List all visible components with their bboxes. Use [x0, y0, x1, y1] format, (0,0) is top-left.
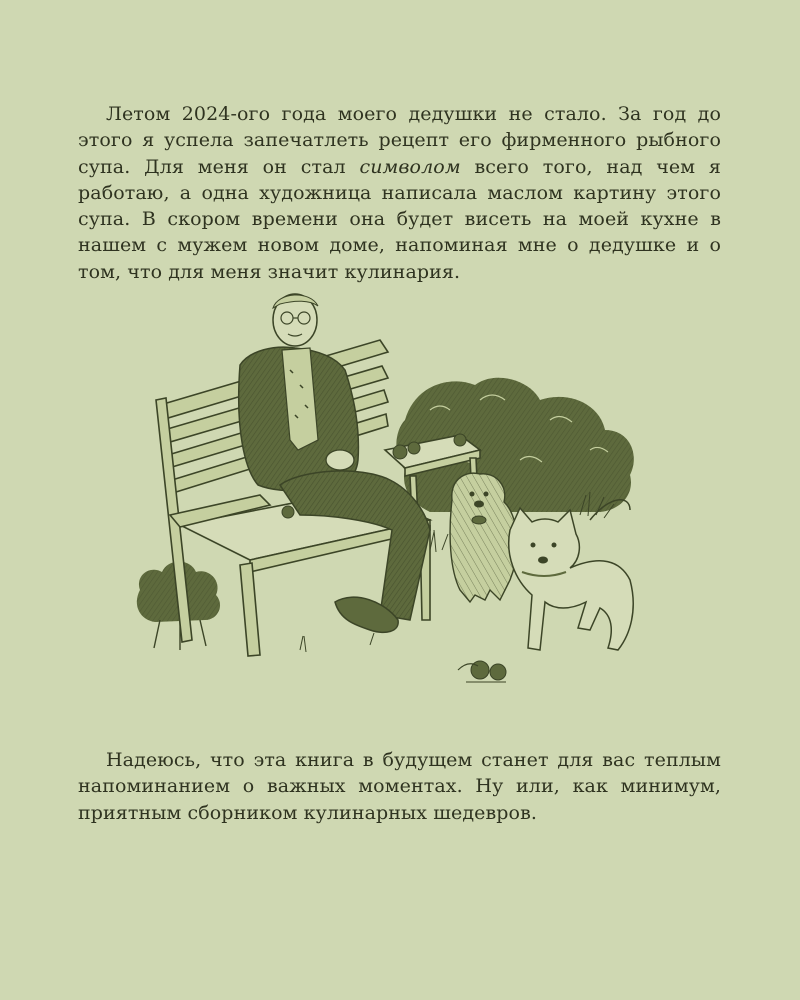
grandfather-on-bench-with-dogs-illustration — [130, 290, 650, 700]
emphasized-word: символом — [359, 155, 461, 178]
paragraph-2-text: Надеюсь, что эта книга в будущем станет для вас теплым напоминанием о важных моментах. Ну или, как минимум, приятным сборником кулинарных шедевров. — [78, 749, 721, 824]
paragraph-hope-for-book — [78, 747, 721, 826]
paragraph-1-text-continued: всего того, над чем я работаю, а одна художница написала маслом картину этого супа. В скором времени она будет висеть на моей кухне в нашем с мужем новом доме, напоминая мне о дедушке и о том, что для меня значит кулинария. — [78, 155, 721, 283]
fallen-apples-icon — [458, 661, 506, 682]
paragraph-memory-of-grandfather — [78, 101, 721, 285]
large-dog-icon — [509, 500, 634, 650]
paragraph-1-text: Летом 2024-ого года моего дедушки не стало. За год до этого я успела запечатлеть рецепт его фирменного рыбного супа. Для меня он стал — [78, 103, 721, 178]
